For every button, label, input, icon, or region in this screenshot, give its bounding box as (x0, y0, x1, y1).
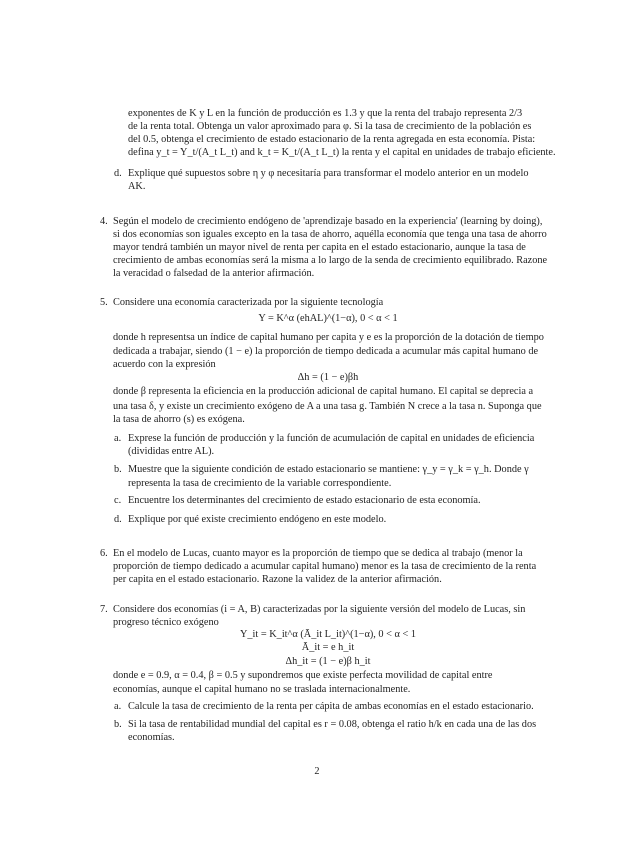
item5-equation-production: Y = K^α (ehAL)^(1−α), 0 < α < 1 (258, 313, 398, 324)
item7-p2-line-2: economías, aunque el capital humano no se traslada internacionalmente. (113, 684, 411, 695)
item4-line-3: mayor tendrá también un mayor nivel de renta per capita en el estado estacionario, aunque la tasa de (113, 242, 526, 253)
item5-a-line-1: Exprese la función de producción y la función de acumulación de capital en unidades de eficiencia (128, 433, 535, 444)
item4-line-2: si dos economías son iguales excepto en la tasa de ahorro, aquélla economía que tenga una tasa de ahorro (113, 229, 547, 240)
item3-d-line-1: Explique qué supuestos sobre η y φ necesitaría para transformar el modelo anterior en un modelo (128, 168, 529, 179)
item4-line-5: la veracidad o falsedad de la anterior afirmación. (113, 268, 315, 279)
item7-line-1: Considere dos economías (i = A, B) caracterizadas por la siguiente versión del modelo de Lucas, sin (113, 604, 526, 615)
item4-line-1: Según el modelo de crecimiento endógeno de 'aprendizaje basado en la experiencia' (learning by doing), (113, 216, 543, 227)
item5-b-line-1: Muestre que la siguiente condición de estado estacionario se mantiene: γ_y = γ_k = γ_h. Donde γ (128, 464, 529, 475)
item3-line-1: exponentes de K y L en la función de producción es 1.3 y que la renta del trabajo representa 2/3 (128, 108, 523, 119)
item7-number: 7. (100, 604, 108, 615)
item5-equation-human-capital: Δh = (1 − e)βh (297, 372, 359, 383)
item5-intro: Considere una economía caracterizada por la siguiente tecnología (113, 297, 384, 308)
item5-p1-line-2: dedicada a trabajar, siendo (1 − e) la proporción de tiempo dedicada a acumular más capital humano de (113, 346, 539, 357)
item5-p1-line-1: donde h representsa un índice de capital humano per capita y e es la proporción de la dotación de tiempo (113, 332, 544, 343)
item7-b-line-1: Si la tasa de rentabilidad mundial del capital es r = 0.08, obtenga el ratio h/k en cada una de las dos (128, 719, 537, 730)
item5-p1-line-3: acuerdo con la expresión (113, 359, 216, 370)
item6-line-1: En el modelo de Lucas, cuanto mayor es la proporción de tiempo que se dedica al trabajo (menor la (113, 548, 523, 559)
item7-p2-line-1: donde e = 0.9, α = 0.4, β = 0.5 y supondremos que existe perfecta movilidad de capital entre (113, 670, 493, 681)
item5-d-line-1: Explique por qué existe crecimiento endógeno en este modelo. (128, 514, 387, 525)
item7-a-label: a. (114, 701, 122, 712)
item3-d-line-2: AK. (128, 181, 146, 192)
item5-b-line-2: representa la tasa de crecimiento de la variable correspondiente. (128, 478, 392, 489)
page-number: 2 (314, 766, 320, 777)
item3-line-2: de la renta total. Obtenga un valor aproximado para φ. Si la tasa de crecimiento de la población es (128, 121, 532, 132)
item5-a-line-2: (divididas entre AL). (128, 446, 215, 457)
item7-equation-efficiency: Ā_it = e h_it (301, 642, 355, 653)
item7-b-line-2: economías. (128, 732, 175, 743)
item3-line-4: defina y_t = Y_t/(A_t L_t) and k_t = K_t/(A_t L_t) la renta y el capital en unidades de trabajo eficiente. (128, 147, 556, 158)
item7-equation-human-capital: Δh_it = (1 − e)β h_it (285, 656, 371, 667)
item3-d-label: d. (114, 168, 122, 179)
item6-line-2: proporción de tiempo dedicado a acumular capital humano) menor es la tasa de crecimiento de la renta (113, 561, 537, 572)
item7-equation-production: Y_it = K_it^α (Ā_it L_it)^(1−α), 0 < α < 1 (239, 629, 417, 640)
item6-line-3: per capita en el estado estacionario. Razone la validez de la anterior afirmación. (113, 574, 442, 585)
item5-p2-line-2: una tasa δ, y existe un crecimiento exógeno de A a una tasa g. También N crece a la tasa n. Suponga que (113, 401, 542, 412)
item4-number: 4. (100, 216, 108, 227)
item5-c-label: c. (114, 495, 122, 506)
item5-p2-line-3: la tasa de ahorro (s) es exógena. (113, 414, 245, 425)
item7-line-2: progreso técnico exógeno (113, 617, 219, 628)
item5-b-label: b. (114, 464, 122, 475)
item3-line-3: del 0.5, obtenga el crecimiento de estado estacionario de la renta agregada en esta economía. Pista: (128, 134, 536, 145)
item7-a-line-1: Calcule la tasa de crecimiento de la renta per cápita de ambas economías en el estado estacionario. (128, 701, 534, 712)
item5-p2-line-1: donde β representa la eficiencia en la producción adicional de capital humano. El capital se deprecia a (113, 386, 534, 397)
item4-line-4: crecimiento de ambas economías será la misma a lo largo de la senda de crecimiento equilibrado. Razone (113, 255, 548, 266)
item7-b-label: b. (114, 719, 122, 730)
item5-d-label: d. (114, 514, 122, 525)
item5-c-line-1: Encuentre los determinantes del crecimiento de estado estacionario de esta economía. (128, 495, 481, 506)
item5-a-label: a. (114, 433, 122, 444)
item5-number: 5. (100, 297, 108, 308)
item6-number: 6. (100, 548, 108, 559)
